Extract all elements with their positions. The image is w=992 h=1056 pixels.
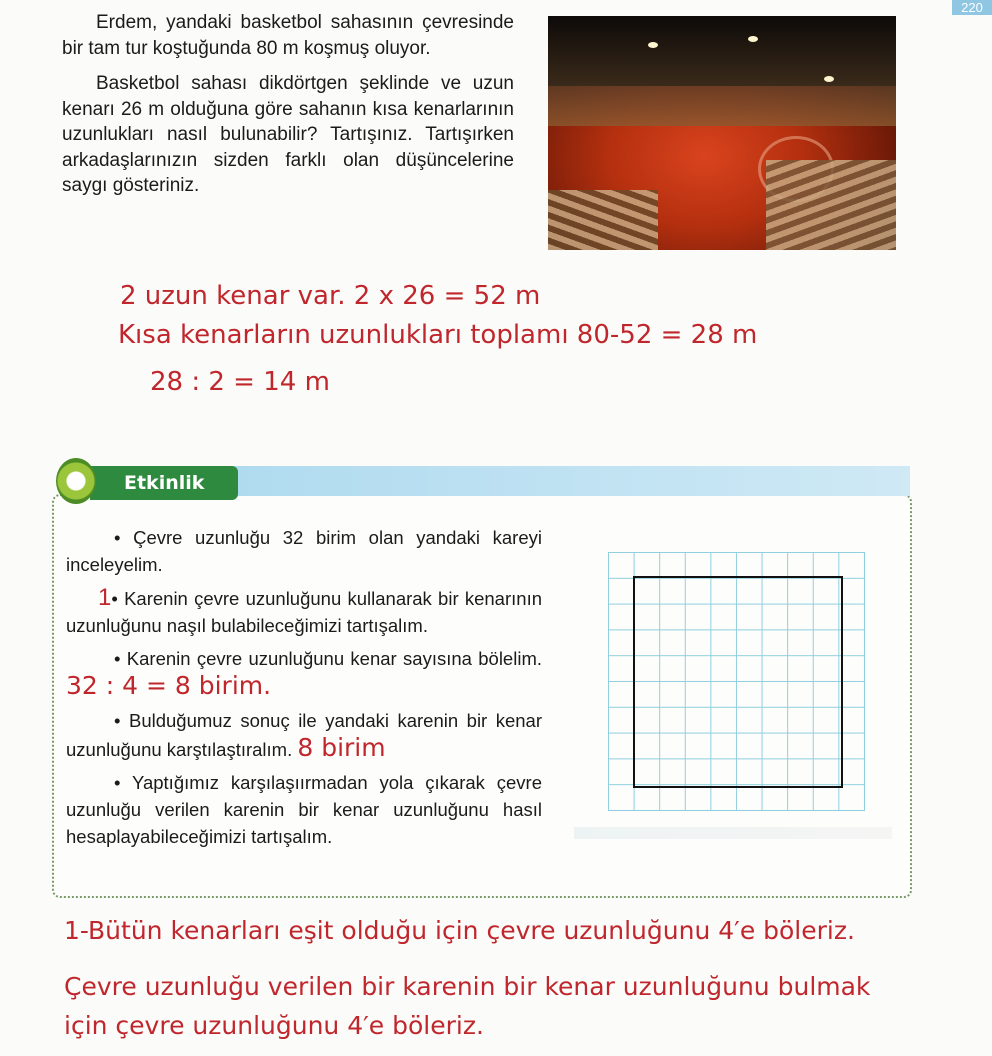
- basketball-court-photo: [548, 16, 896, 250]
- photo-wall: [548, 86, 896, 126]
- activity-text: [66, 524, 542, 850]
- intro-text: [62, 10, 514, 199]
- step-number: 1: [98, 584, 112, 611]
- page-number: 220: [952, 0, 992, 15]
- handwritten-line-1: 2 uzun kenar var. 2 x 26 = 52 m: [120, 281, 541, 311]
- activity-bullet-3: • Karenin çevre uzunluğunu kenar sayısına bölelim. 32 : 4 = 8 birim.: [66, 648, 542, 700]
- faint-caption: [574, 827, 892, 839]
- final-answer-line-1: 1-Bütün kenarları eşit olduğu için çevre uzunluğunu 4′e böleriz.: [64, 916, 855, 945]
- final-answer-line-2: Çevre uzunluğu verilen bir karenin bir kenar uzunluğunu bulmak: [64, 972, 871, 1001]
- activity-icon: [56, 458, 96, 504]
- photo-light: [824, 76, 834, 82]
- photo-light: [648, 42, 658, 48]
- activity-bullet-5: • Yaptığımız karşılaşıırmadan yola çıkarak çevre uzunluğu verilen karenin bir kenar uzunluğunu hasıl hesaplayabileceğimizi tartışalım.: [66, 772, 542, 847]
- handwritten-line-3: 28 : 2 = 14 m: [150, 367, 330, 397]
- photo-bleachers-left: [548, 190, 658, 250]
- handwritten-line-2: Kısa kenarların uzunlukları toplamı 80-52 = 28 m: [118, 320, 758, 350]
- activity-bullet-2: 1• Karenin çevre uzunluğunu kullanarak bir kenarının uzunluğunu naşıl bulabileceğimizi tartışalım.: [66, 584, 542, 636]
- square-shape: [633, 576, 843, 788]
- answer-32-div-4: 32 : 4 = 8 birim.: [66, 671, 272, 700]
- activity-title: Etkinlik: [90, 466, 238, 500]
- activity-bullet-1: • Çevre uzunluğu 32 birim olan yandaki kareyi inceleyelim.: [66, 527, 542, 575]
- photo-ceiling: [548, 16, 896, 86]
- intro-paragraph-1: Erdem, yandaki basketbol sahasının çevresinde bir tam tur koştuğunda 80 m koşmuş oluyor.: [62, 12, 514, 59]
- final-answer-line-3: için çevre uzunluğunu 4′e böleriz.: [64, 1011, 484, 1040]
- intro-paragraph-2: Basketbol sahası dikdörtgen şeklinde ve uzun kenarı 26 m olduğuna göre sahanın kısa kenarlarının uzunlukları nasıl bulunabilir? Tartışınız. Tartışırken arkadaşlarınızın sizden farklı olan düşüncelerine saygı gösteriniz.: [62, 73, 514, 196]
- photo-light: [748, 36, 758, 42]
- answer-8-birim: 8 birim: [297, 733, 386, 762]
- activity-bullet-4: • Bulduğumuz sonuç ile yandaki karenin bir kenar uzunluğunu karştılaştıralım. 8 birim: [66, 710, 542, 762]
- photo-bleachers-right: [766, 160, 896, 250]
